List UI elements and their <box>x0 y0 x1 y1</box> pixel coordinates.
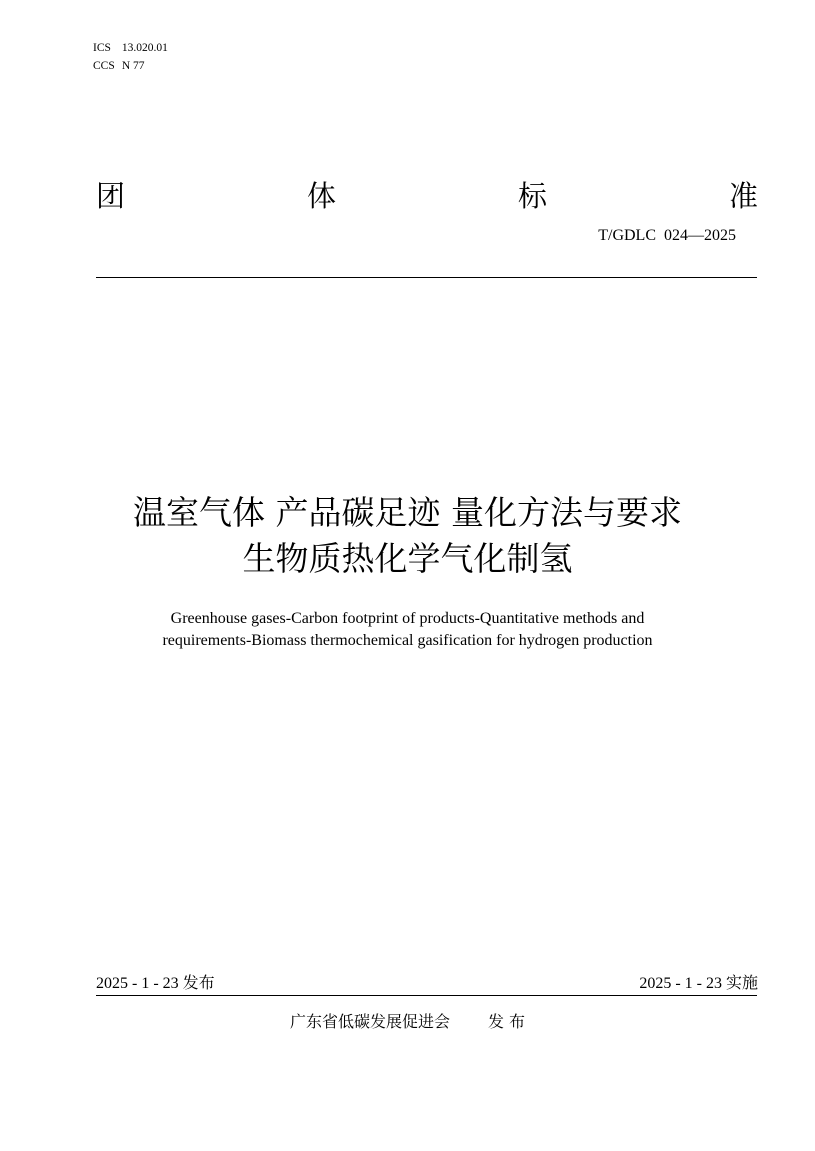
chinese-title-line-2: 生物质热化学气化制氢 <box>242 539 573 578</box>
issuer-action: 发 布 <box>487 1012 526 1031</box>
issuer-name: 广东省低碳发展促进会 <box>289 1012 450 1031</box>
classification-codes <box>93 39 168 75</box>
publish-date-block <box>96 972 215 995</box>
publish-label: 发布 <box>182 973 215 992</box>
chinese-title <box>0 490 815 582</box>
implement-date: 2025 - 1 - 23 <box>639 975 722 992</box>
english-title <box>0 608 815 652</box>
category-char-4: 准 <box>728 179 758 213</box>
publish-date: 2025 - 1 - 23 <box>96 975 179 992</box>
standard-category <box>96 176 758 216</box>
implement-date-block <box>639 972 758 995</box>
bottom-divider <box>96 995 757 996</box>
category-char-2: 体 <box>306 179 336 213</box>
english-title-line-1: Greenhouse gases-Carbon footprint of products-Quantitative methods and <box>170 610 645 627</box>
category-char-3: 标 <box>517 179 547 213</box>
ics-code-row <box>93 39 168 57</box>
ccs-code-row <box>93 57 168 75</box>
category-char-1: 团 <box>96 179 126 213</box>
english-title-line-2: requirements-Biomass thermochemical gasification for hydrogen production <box>162 632 653 649</box>
chinese-title-line-1: 温室气体 产品碳足迹 量化方法与要求 <box>133 493 682 532</box>
ics-value: 13.020.01 <box>121 42 168 54</box>
top-divider <box>96 277 757 278</box>
implement-label: 实施 <box>725 973 758 992</box>
ccs-label: CCS <box>93 60 115 72</box>
ics-label: ICS <box>93 42 111 54</box>
ccs-value: N 77 <box>121 60 145 72</box>
document-number: T/GDLC 024—2025 <box>598 227 736 244</box>
issuer-line <box>0 1011 815 1033</box>
